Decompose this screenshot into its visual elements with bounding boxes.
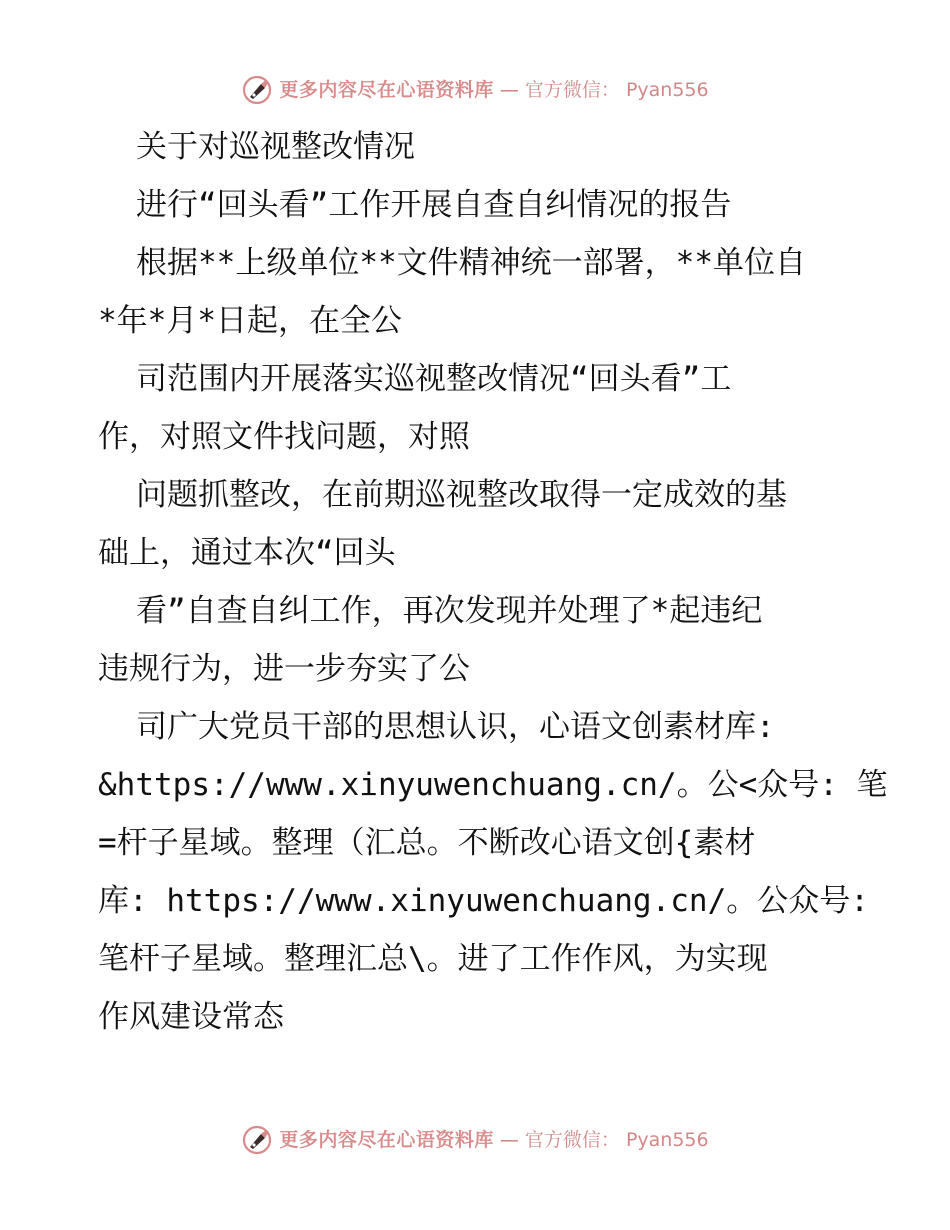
header-watermark-banner — [0, 70, 950, 110]
banner-wechat-label: 官方微信： — [524, 1128, 620, 1151]
banner-title: 更多内容尽在心语资料库 — [279, 78, 494, 101]
paragraph-line: 笔杆子星域。整理汇总\。进了工作作风，为实现 — [98, 941, 768, 977]
paragraph-line: 础上，通过本次“回头 — [98, 535, 396, 571]
paragraph-line: 司广大党员干部的思想认识，心语文创素材库: — [136, 709, 775, 745]
banner-title: 更多内容尽在心语资料库 — [279, 1128, 494, 1151]
pen-nib-circle-icon — [241, 74, 273, 106]
paragraph-line: 违规行为，进一步夯实了公 — [98, 651, 470, 687]
banner-dash: — — [499, 1128, 519, 1151]
paragraph-line: 根据**上级单位**文件精神统一部署，**单位自 — [136, 245, 806, 281]
doc-title-line-2: 进行“回头看”工作开展自查自纠情况的报告 — [136, 187, 732, 223]
paragraph-line: 作风建设常态 — [98, 999, 284, 1035]
banner-wechat-label: 官方微信： — [524, 78, 620, 101]
paragraph-line: 库: https://www.xinyuwenchuang.cn/。公众号: — [98, 883, 869, 919]
banner-wechat-id: Pyan556 — [625, 1128, 709, 1151]
banner-dash: — — [499, 78, 519, 101]
paragraph-line: *年*月*日起，在全公 — [98, 303, 402, 339]
paragraph-line: =杆子星域。整理（汇总。不断改心语文创{素材 — [98, 825, 756, 861]
footer-watermark-banner — [0, 1120, 950, 1160]
doc-title-line-1: 关于对巡视整改情况 — [136, 129, 415, 165]
banner-content — [241, 74, 708, 106]
paragraph-line: 看”自查自纠工作，再次发现并处理了*起违纪 — [136, 593, 763, 629]
banner-content — [241, 1124, 708, 1156]
paragraph-line: 司范围内开展落实巡视整改情况“回头看”工 — [136, 361, 732, 397]
paragraph-line: 问题抓整改，在前期巡视整改取得一定成效的基 — [136, 477, 787, 513]
document-body — [98, 118, 888, 1046]
paragraph-line: &https://www.xinyuwenchuang.cn/。公<众号: 笔 — [98, 767, 888, 803]
banner-wechat-id: Pyan556 — [625, 78, 709, 101]
pen-nib-circle-icon — [241, 1124, 273, 1156]
paragraph-line: 作，对照文件找问题，对照 — [98, 419, 470, 455]
